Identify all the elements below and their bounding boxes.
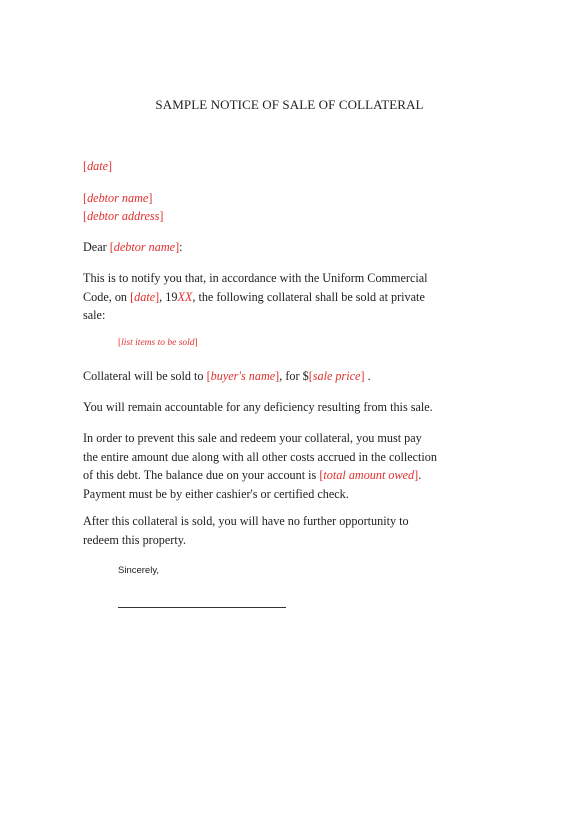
notify-paragraph bbox=[83, 269, 503, 325]
redeem-line-1: In order to prevent this sale and redeem your collateral, you must pay bbox=[83, 431, 422, 445]
notify-line-1: This is to notify you that, in accordance with the Uniform Commercial bbox=[83, 271, 428, 285]
notify-line-2: Code, on [date], 19XX, the following collateral shall be sold at private bbox=[83, 289, 425, 304]
notify-year-placeholder: XX bbox=[177, 289, 193, 304]
buyer-name-placeholder: [buyer's name] bbox=[206, 369, 280, 383]
after-line-1: After this collateral is sold, you will have no further opportunity to bbox=[83, 514, 409, 528]
debtor-address-placeholder: [debtor address] bbox=[83, 209, 164, 223]
debtor-address-line bbox=[83, 207, 503, 226]
total-amount-placeholder: [total amount owed] bbox=[319, 468, 419, 482]
accountable-line: You will remain accountable for any deficiency resulting from this sale. bbox=[83, 400, 433, 414]
redeem-line-3: of this debt. The balance due on your account is [total amount owed]. bbox=[83, 468, 422, 482]
debtor-name-placeholder: [debtor name] bbox=[83, 191, 153, 205]
sale-price-placeholder: [sale price] bbox=[308, 369, 365, 383]
debtor-name-line bbox=[83, 189, 503, 208]
document-title: SAMPLE NOTICE OF SALE OF COLLATERAL bbox=[155, 97, 424, 112]
after-paragraph bbox=[83, 512, 503, 549]
closing-sincerely: Sincerely, bbox=[118, 565, 160, 576]
redeem-line-2: the entire amount due along with all other costs accrued in the collection bbox=[83, 449, 437, 464]
signature-line bbox=[118, 607, 286, 608]
redeem-line-4: Payment must be by either cashier's or certified check. bbox=[83, 486, 349, 501]
date-placeholder: [date] bbox=[83, 159, 113, 173]
list-items-placeholder: [list items to be sold] bbox=[118, 338, 198, 348]
greeting-debtor-placeholder: [debtor name] bbox=[109, 240, 180, 254]
sold-to-line: Collateral will be sold to [buyer's name], for $[sale price] . bbox=[83, 369, 371, 383]
after-line-2: redeem this property. bbox=[83, 532, 187, 547]
redeem-paragraph bbox=[83, 429, 513, 503]
date-line bbox=[83, 157, 503, 176]
greeting: Dear [debtor name]: bbox=[83, 240, 183, 254]
notify-line-3: sale: bbox=[83, 308, 106, 322]
notify-date-placeholder: [date] bbox=[130, 289, 160, 304]
